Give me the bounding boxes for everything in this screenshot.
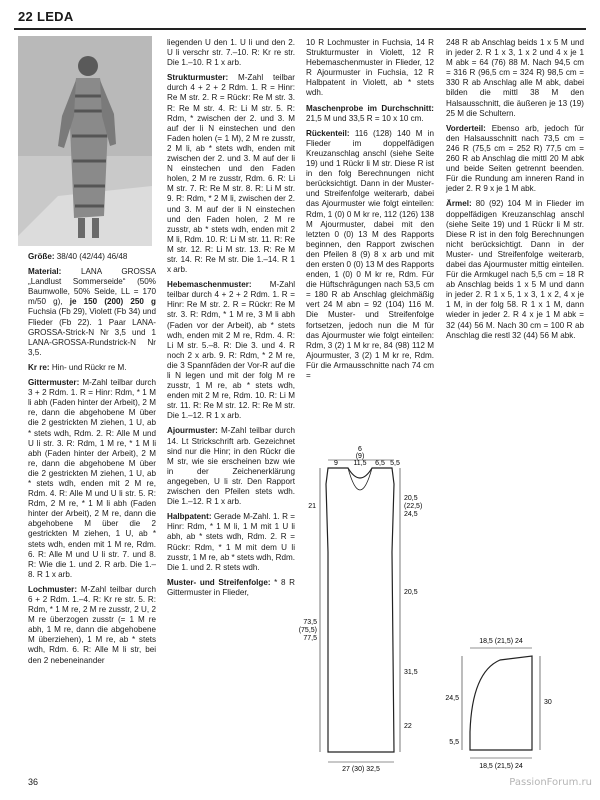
arm-depth3-label: 24,5 xyxy=(404,511,418,518)
vorder-label: Vorderteil: xyxy=(446,123,486,133)
neck-top-label: 6 xyxy=(358,446,362,453)
kr-paragraph xyxy=(28,363,156,373)
muster-text: * 8 R Gittermuster in Flieder, xyxy=(167,577,295,597)
sleeve-bottom-h-label: 5,5 xyxy=(449,739,459,746)
top-9-label: 9 xyxy=(334,460,338,467)
hebe-label: Hebemaschenmuster: xyxy=(167,280,252,290)
loch-text: M-Zahl teilbar durch 6 + 2 Rdm. 1.–4. R: Kr re str. 5. R: Rdm, * 1 M re, 2 M re zusstr, 2 U, 2 M re überzogen zusstr (= 1 M re abh, 1 M re, dann die abgehobene M überziehen), 1 M re, ab * stets wdh, Rdm. 6. R: Alle M li str, bei den 2 nebeneinander xyxy=(28,584,156,665)
mid2-label: 31,5 xyxy=(404,669,418,676)
mid3-label: 22 xyxy=(404,723,412,730)
size-paragraph xyxy=(28,252,156,262)
col2-continuation: liegenden U den 1. U li und den 2. U li verschr str. 7.–10. R: Kr re str. Die 1.–10. R 1 x arb. xyxy=(167,38,295,68)
gitter-paragraph xyxy=(28,378,156,580)
col4-continuation: 248 R ab Anschlag beids 1 x 5 M und in jeder 2. R 1 x 3, 1 x 2 und 4 x je 1 M abk = 64 (76) 88 M. Nach 94,5 cm = 316 R (96,5 cm = 324 R) 98,5 cm = 330 R ab Anschlag alle M abk, dabei bilden die mittl 38 M den Halsausschnitt, die äußeren je 13 (19) 25 M die Schultern. xyxy=(446,38,584,118)
size-text: 38/40 (42/44) 46/48 xyxy=(54,252,128,261)
watermark: PassionForum.ru xyxy=(509,777,592,788)
aermel-text: 80 (92) 104 M in Flieder im doppelfädigen Kreuzanschlag anschl (siehe Seite 19) und 1 Rückr li M str. Diese R ist in den folg Berechnungen nicht berücksichtigt. Dann in der Muster- und Streifenfolge weiterarb, dabei das Ajourmuster mittig einteilen. Für die Armkugel nach 5,5 cm = 18 R ab Anschlag beids 1 x 5 M und dann in jeder 2. R 1 x 5, 1 x 3, 1 x 2, 4 x je 1 M, in der folg 58. R 1 x 1 M, dann wieder in jeder 2. R 4 x je 1 M abk = 32 (44) 56 M. Nach 30 cm = 100 R ab Anschlag die restl 32 (44) 56 M abk. xyxy=(446,199,584,340)
arm-depth-label: 20,5 xyxy=(404,495,418,502)
ajour-paragraph xyxy=(167,426,295,507)
hebe-paragraph xyxy=(167,280,295,421)
bottom-width-label: 27 (30) 32,5 xyxy=(342,766,380,773)
sleeve-bottom-label: 18,5 (21,5) 24 xyxy=(479,763,523,770)
body-outline xyxy=(326,468,394,752)
muster-label: Muster- und Streifenfolge: xyxy=(167,577,271,587)
probe-text: 21,5 M und 33,5 R = 10 x 10 cm. xyxy=(306,113,424,123)
column-1 xyxy=(28,252,156,671)
arm-depth2-label: (22,5) xyxy=(404,503,423,510)
material-label: Material: xyxy=(28,267,62,277)
material-paragraph xyxy=(28,267,156,358)
model-photo xyxy=(18,36,152,246)
aermel-paragraph xyxy=(446,199,584,340)
neck-top2-label: (9) xyxy=(355,453,365,460)
material-text: LANA GROSSA „Landlust Sommerseide“ (50% Baumwolle, 50% Seide, LL = 170 m/50 g), xyxy=(28,267,156,307)
rueck-text: 116 (128) 140 M in Flieder im doppelfädigen Kreuzanschlag anschl (siehe Seite 19) und 1 Rückr li M str. Diese R ist in den folg Berechnungen nicht berücksichtigt. Dann in der Muster- und Streifenfolge weiterarb, dabei das Ajourmuster wie folgt einteilen: Rdm, 1 (0) 0 M kr re, 112 (126) 138 M Ajourmuster, dabei mit den letzten 0 (0) 13 M des Rapports beginnen, den Rapport zwischen den Pfeilen 8 (9) 8 x arb und mit den ersten 0 (0) 13 M des Rapports enden, 1 (0) 0 M kr re, Rdm. Für die Hüftschrägungen nach 53,5 cm = 180 R ab Anschlag gleichmäßig vert 24 M abn = 92 (104) 116 M. Die Muster- und Streifenfolge fortsetzen, jedoch nun die M für das Ajourmuster wie folgt einteilen: Rdm, 3 (2) 1 M kr re, 84 (98) 112 M Ajourmuster, 3 (2) 1 M kr re, Rdm. Für die Armausschnitte nach 74 cm = xyxy=(306,128,434,380)
struktur-paragraph xyxy=(167,73,295,275)
halb-paragraph xyxy=(167,512,295,573)
neck-depth-label: 21 xyxy=(308,503,316,510)
column-3 xyxy=(306,38,434,386)
muster-paragraph xyxy=(167,578,295,598)
loch-paragraph xyxy=(28,585,156,666)
struktur-text: M-Zahl teilbar durch 4 + 2 + 2 Rdm. 1. R = Hinr: Re M str. 2. R = Rückr: Re M str. 3. R: Re M str. 4. R: Li M str. 5. R: Rdm, * zwischen der 2. und 3. M auf der li N einstechen und den Faden holen (= 1 M), 2 M re zusstr, 2 M li, ab * stets wdh, enden mit zwischen der 2. und 3. M auf der li N einstechen und den Faden holen, 2 M re zusstr, Rdm. 6. R: Li M str. 7. R: Re M str. 8. R: Li M str. 9. R: Rdm, * 2 M li, zwischen der 2. und 3. M auf der li N einstechen und den Faden holen, 2 M re zusstr, ab * stets wdh, enden mit 2 M li, Rdm. 10. R: Li M str. 11. R: Re M str. 12. R: Li M str. 13. R: Re M str. 14. R: Re M str. Die 1.–14. R 1 x arb. xyxy=(167,73,295,275)
page-number: 36 xyxy=(28,777,39,787)
neck-top3-label: 11,5 xyxy=(353,460,367,467)
top-6-5-label: 6,5 xyxy=(375,460,385,467)
size-label: Größe: xyxy=(28,252,55,261)
total2-label: (75,5) xyxy=(298,627,317,634)
sleeve-outline xyxy=(470,656,532,750)
rueck-label: Rückenteil: xyxy=(306,128,350,138)
ajour-text: M-Zahl teilbar durch 14. Lt Strickschrift arb. Gezeichnet sind nur die Hinr; in den Rückr die M str, wie sie erscheinen bzw wie in der Zeichenerklärung angegeben, U li str. Den Rapport zwischen den Pfeilen stets wdh. Die 1.–12. R 1 x arb. xyxy=(167,426,295,507)
column-2 xyxy=(167,38,295,603)
col3-continuation: 10 R Lochmuster in Fuchsia, 14 R Strukturmuster in Violett, 12 R Hebemaschenmuster in Flieder, 12 R Ajourmuster in Fuchsia, 12 R Halbpatent in Violett, ab * stets wdh. xyxy=(306,38,434,98)
sleeve-right-label: 30 xyxy=(544,699,552,706)
column-4 xyxy=(446,38,584,346)
kr-text: Hin- und Rückr re M. xyxy=(49,362,127,372)
sleeve-schematic xyxy=(440,632,560,772)
body-schematic xyxy=(298,446,430,773)
sleeve-top-label: 18,5 (21,5) 24 xyxy=(479,638,523,645)
mid1-label: 20,5 xyxy=(404,589,418,596)
halb-label: Halbpatent: xyxy=(167,512,212,522)
sleeve-left-label: 24,5 xyxy=(445,695,459,702)
gitter-text: M-Zahl teilbar durch 3 + 2 Rdm. 1. R = Hinr: Rdm, * 1 M li abh (Faden hinter der Arbeit), 2 M re, dann die abgehobene M über die 2 gestrickten M ziehen, 1 U, ab * stets wdh, Rdm. 2. R: Alle M und U li str. 3. R: Rdm, 1 M re, * 1 M li abh (Faden hinter der Arbeit), 2 M re, dann die abgehobene M über die 2 gestrickten M ziehen, 1 U, ab * stets wdh, enden mit 2 M re, Rdm. 4. R: Alle M und U li str. 5. R: Rdm, 2 M re, * 1 M li abh (Faden hinter der Arbeit), 2 M re, dann die abgehobene M über die 2 gestrickten M ziehen, 1 U, ab * stets wdh, enden mit 1 M re, Rdm. 6. R: Alle M und U li str. 7. und 8. R: Wie die 1. und 2. R arb. Die 1.–8. R 1 x arb. xyxy=(28,378,156,579)
probe-paragraph xyxy=(306,104,434,124)
halb-text: Gerade M-Zahl. 1. R = Hinr: Rdm, * 1 M li, 1 M mit 1 U li abh, ab * stets wdh, Rdm. 2. R = Rückr: Rdm, * 1 M mit dem U li zusstr, 1 M re, ab * stets wdh, Rdm. Die 1. und 2. R stets wdh. xyxy=(167,512,295,572)
rueck-paragraph xyxy=(306,129,434,381)
front-neck-line xyxy=(348,468,372,490)
total-label: 73,5 xyxy=(303,619,317,626)
kr-label: Kr re: xyxy=(28,362,50,372)
loch-label: Lochmuster: xyxy=(28,584,78,594)
page-header xyxy=(14,6,586,30)
material-amount: je 150 (200) 250 g xyxy=(69,297,157,307)
vorder-text: Ebenso arb, jedoch für den Halsausschnitt nach 73,5 cm = 246 R (75,5 cm = 252 R) 77,5 cm = 260 R ab Anschlag die mittl 20 M abk und beide Seiten getrennt beenden. Für die Rundung am inneren Rand in jeder 2. R 9 x je 1 M abk. xyxy=(446,123,584,194)
top-5-5-label: 5,5 xyxy=(390,460,400,467)
hebe-text: M-Zahl teilbar durch 4 + 2 + 2 Rdm. 1. R = Hinr: Re M str. 2. R = Rückr: Re M str. 3. R: Rdm, * 1 M re, 3 M li abh (Faden vor der Arbeit), ab * stets wdh, enden mit 2 M re, Rdm. 4. R: Li M str. 5.–8. R: Die 3. und 4. R noch 2 x arb. 9. R: Rdm, * 2 M re, die 3 Spannfäden der Vor-R auf die li N legen und mit der folg M re zusstr, 1 M re, ab * stets wdh, enden mit 2 M re, Rdm. 10. R: Li M str. 11. R: Re M str. 12. R: Re M str. Die 1.–12. R 1 x arb. xyxy=(167,280,295,421)
vorder-paragraph xyxy=(446,124,584,195)
photo-illustration xyxy=(18,36,152,246)
total3-label: 77,5 xyxy=(303,635,317,642)
struktur-label: Strukturmuster: xyxy=(167,73,229,83)
gitter-label: Gittermuster: xyxy=(28,378,80,388)
ajour-label: Ajourmuster: xyxy=(167,426,218,436)
material-rest: Fuchsia (Fb 29), Violett (Fb 34) und Flieder (Fb 22). 1 Paar LANA-GROSSA-Strick-N Nr 3,5 und 1 LANA-GROSSA-Rundstrick-N Nr 3,5. xyxy=(28,307,156,357)
aermel-label: Ärmel: xyxy=(446,199,472,209)
pattern-title: 22 LEDA xyxy=(18,9,74,24)
probe-label: Maschenprobe im Durchschnitt: xyxy=(306,103,434,113)
